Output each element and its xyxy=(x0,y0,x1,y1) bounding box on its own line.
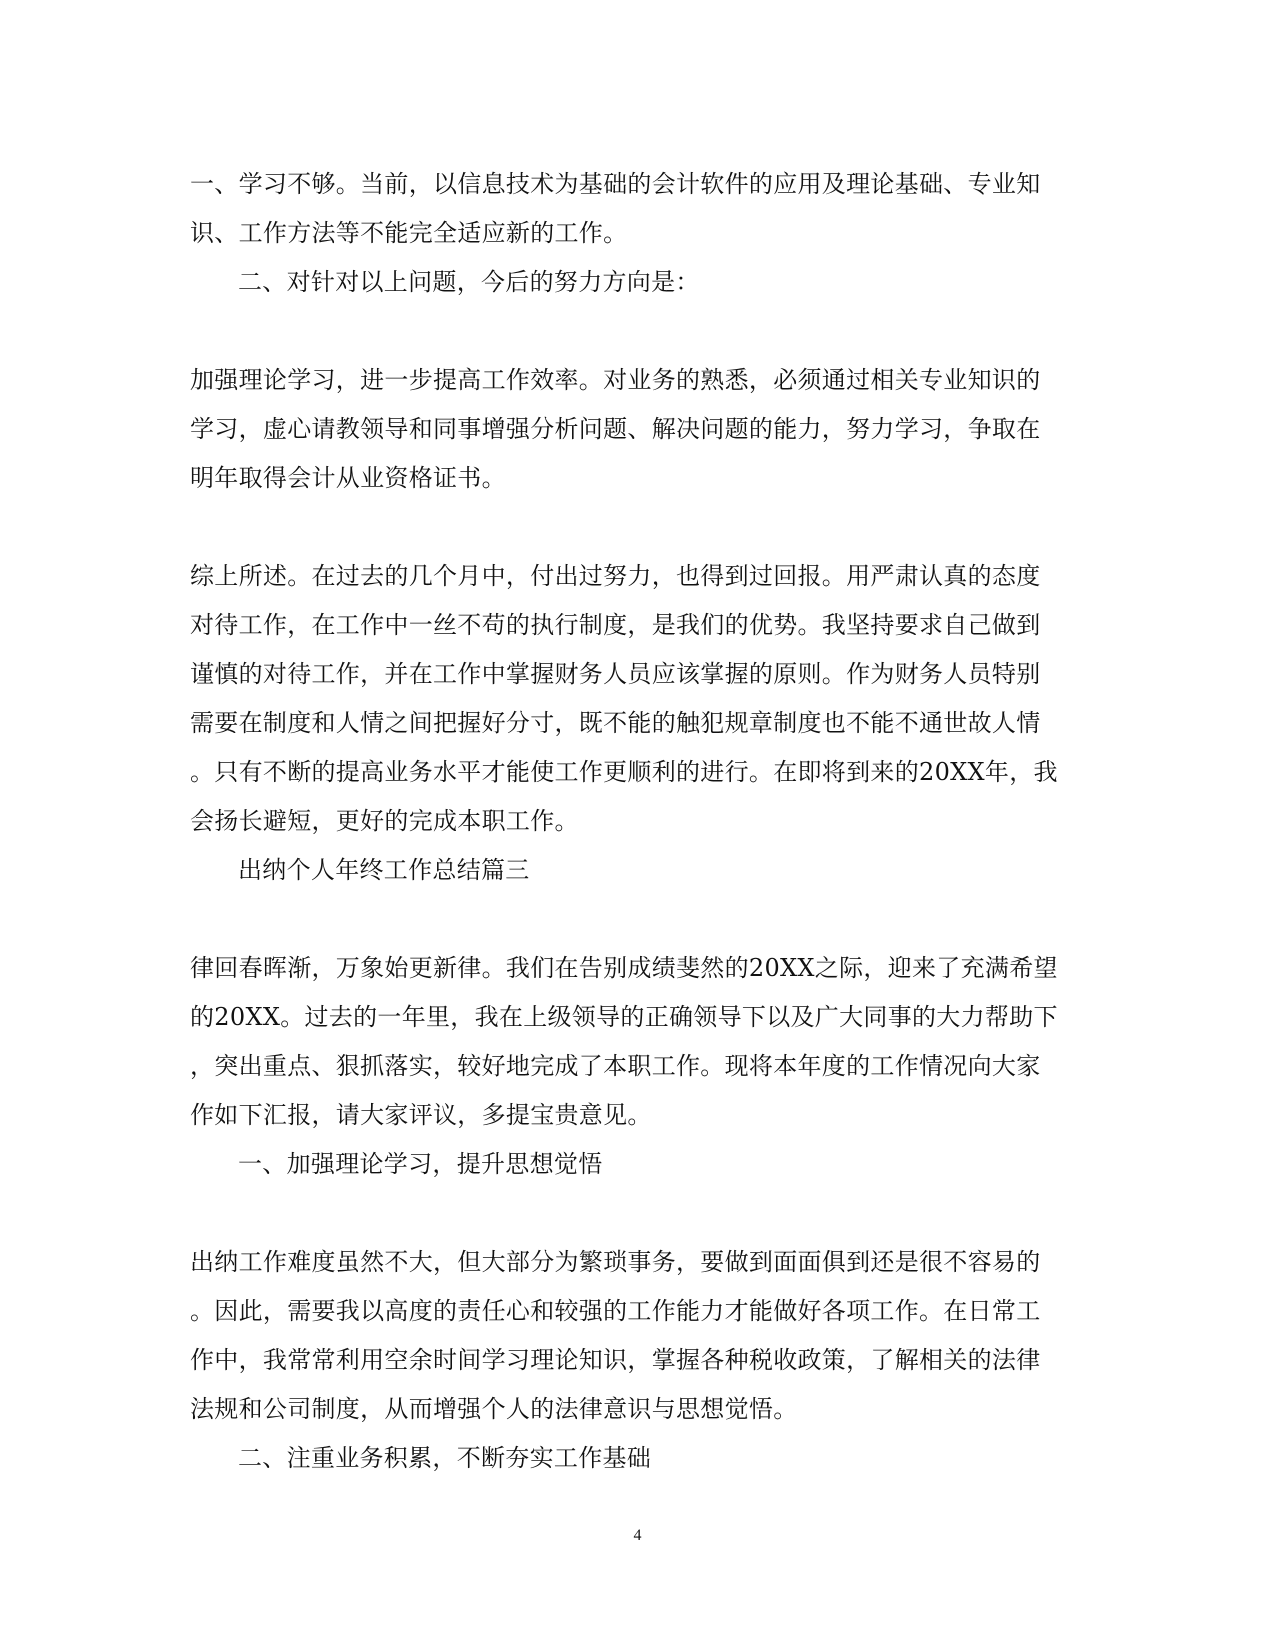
text-line: 法规和公司制度，从而增强个人的法律意识与思想觉悟。 xyxy=(190,1395,798,1423)
text-line: 加强理论学习，进一步提高工作效率。对业务的熟悉，必须通过相关专业知识的 xyxy=(190,366,1041,394)
text-line: 律回春晖渐，万象始更新律。我们在告别成绩斐然的20XX之际，迎来了充满希望 xyxy=(190,954,1058,982)
section-title: 出纳个人年终工作总结篇三 xyxy=(238,856,530,884)
text-line: 会扬长避短，更好的完成本职工作。 xyxy=(190,807,579,835)
text-line: 出纳工作难度虽然不大，但大部分为繁琐事务，要做到面面俱到还是很不容易的 xyxy=(190,1248,1041,1276)
document-body xyxy=(190,160,1070,1483)
page-number: 4 xyxy=(633,1527,642,1544)
text-line: 。只有不断的提高业务水平才能使工作更顺利的进行。在即将到来的20XX年，我 xyxy=(190,758,1058,786)
section-heading: 二、对针对以上问题，今后的努力方向是： xyxy=(238,268,700,296)
text-line: 明年取得会计从业资格证书。 xyxy=(190,464,506,492)
text-line: 作如下汇报，请大家评议，多提宝贵意见。 xyxy=(190,1101,652,1129)
section-heading: 二、注重业务积累，不断夯实工作基础 xyxy=(238,1444,652,1472)
text-line: 。因此，需要我以高度的责任心和较强的工作能力才能做好各项工作。在日常工 xyxy=(190,1297,1041,1325)
text-line: 需要在制度和人情之间把握好分寸，既不能的触犯规章制度也不能不通世故人情 xyxy=(190,709,1041,737)
text-line: 一、学习不够。当前，以信息技术为基础的会计软件的应用及理论基础、专业知 xyxy=(190,170,1041,198)
text-line: 对待工作，在工作中一丝不苟的执行制度，是我们的优势。我坚持要求自己做到 xyxy=(190,611,1041,639)
text-line: ，突出重点、狠抓落实，较好地完成了本职工作。现将本年度的工作情况向大家 xyxy=(190,1052,1041,1080)
paragraph-gap xyxy=(190,503,1070,552)
text-line: 识、工作方法等不能完全适应新的工作。 xyxy=(190,219,628,247)
paragraph-gap xyxy=(190,307,1070,356)
text-line: 作中，我常常利用空余时间学习理论知识，掌握各种税收政策，了解相关的法律 xyxy=(190,1346,1041,1374)
paragraph-gap xyxy=(190,1189,1070,1238)
text-line: 综上所述。在过去的几个月中，付出过努力，也得到过回报。用严肃认真的态度 xyxy=(190,562,1041,590)
text-line: 谨慎的对待工作，并在工作中掌握财务人员应该掌握的原则。作为财务人员特别 xyxy=(190,660,1041,688)
text-line: 学习，虚心请教领导和同事增强分析问题、解决问题的能力，努力学习，争取在 xyxy=(190,415,1041,443)
section-heading: 一、加强理论学习，提升思想觉悟 xyxy=(238,1150,603,1178)
paragraph-gap xyxy=(190,895,1070,944)
text-line: 的20XX。过去的一年里，我在上级领导的正确领导下以及广大同事的大力帮助下 xyxy=(190,1003,1058,1031)
